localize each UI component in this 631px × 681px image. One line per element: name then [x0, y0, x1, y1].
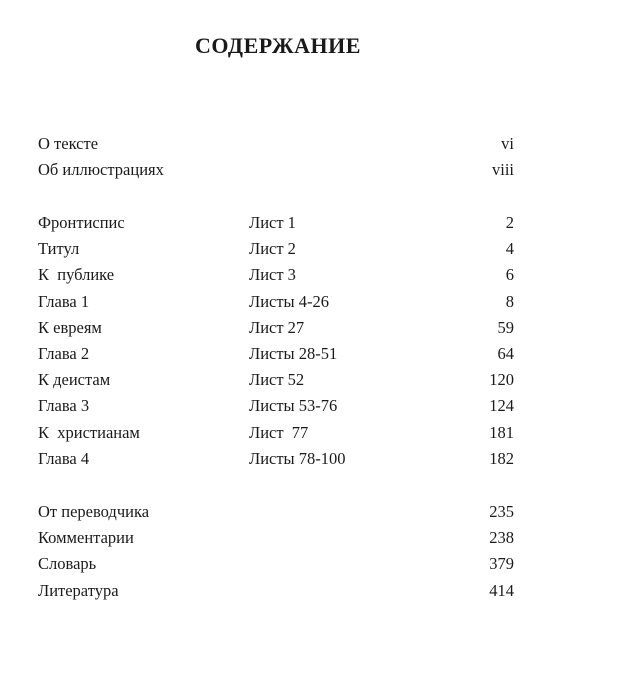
toc-entry[interactable]	[38, 341, 514, 367]
back-matter-section	[38, 499, 514, 604]
toc-entry-sheet: Лист 3	[249, 265, 296, 285]
toc-entry-page: 64	[497, 343, 514, 363]
toc-entry-page: 182	[489, 448, 514, 468]
toc-entry-label: О тексте	[38, 134, 99, 153]
toc-entry-page: 120	[489, 370, 514, 390]
toc-entry[interactable]	[38, 393, 514, 419]
toc-entry-label: Глава 1	[38, 291, 90, 311]
toc-entry[interactable]	[38, 315, 514, 341]
toc-entry-page: 414	[489, 580, 514, 600]
toc-entry-page: viii	[491, 160, 514, 180]
toc-entry[interactable]	[38, 525, 514, 551]
toc-entry-sheet: Листы 53-76	[249, 396, 338, 416]
toc-entry[interactable]	[38, 210, 514, 236]
toc-entry-label: К деистам	[38, 370, 111, 390]
page-title: СОДЕРЖАНИЕ	[195, 33, 361, 58]
toc-entry-page: 124	[489, 396, 514, 416]
toc-entry[interactable]	[38, 420, 514, 446]
toc-entry-label: Глава 2	[38, 343, 90, 363]
toc-entry-label: Глава 3	[38, 396, 90, 416]
toc-entry[interactable]	[38, 499, 514, 525]
toc-entry-page: 2	[505, 213, 514, 232]
toc-entry[interactable]	[38, 578, 514, 604]
main-section	[38, 210, 514, 472]
toc-entry-label: К христианам	[38, 422, 140, 442]
toc-entry[interactable]	[38, 157, 514, 183]
toc-entry-sheet: Лист 2	[249, 239, 296, 259]
toc-entry-label: Литература	[38, 580, 119, 600]
toc-entry-page: 181	[489, 422, 514, 442]
toc-entry-page: vi	[501, 134, 514, 153]
toc-entry-sheet: Лист 1	[249, 213, 296, 232]
toc-entry-label: Об иллюстрациях	[38, 160, 164, 180]
toc-entry-sheet: Листы 4-26	[249, 291, 330, 311]
toc-entry[interactable]	[38, 551, 514, 577]
toc-entry-page: 235	[489, 502, 514, 521]
toc-entry-sheet: Листы 78-100	[249, 448, 346, 468]
toc-entry[interactable]	[38, 131, 514, 157]
toc-entry-page: 379	[489, 554, 514, 574]
toc-entry[interactable]	[38, 367, 514, 393]
toc-entry-sheet: Листы 28-51	[249, 343, 338, 363]
toc-entry-label: К публике	[38, 265, 115, 285]
toc-entry-label: От переводчика	[38, 502, 150, 521]
toc-entry-page: 238	[489, 528, 514, 548]
toc-entry-label: Глава 4	[38, 448, 90, 468]
toc-entry-label: Титул	[38, 239, 80, 259]
front-matter-section	[38, 131, 514, 183]
toc-entry-sheet: Лист 77	[249, 422, 309, 442]
toc-entry-sheet: Лист 52	[249, 370, 305, 390]
toc-entry-label: Фронтиспис	[38, 213, 125, 232]
toc-entry-label: Комментарии	[38, 528, 134, 548]
toc-entry-label: К евреям	[38, 317, 102, 337]
toc-entry-sheet: Лист 27	[249, 317, 305, 337]
toc-entry-page: 6	[505, 265, 514, 285]
toc-entry[interactable]	[38, 262, 514, 288]
toc-entry[interactable]	[38, 236, 514, 262]
toc-entry-page: 8	[505, 291, 514, 311]
toc-entry-page: 59	[497, 317, 514, 337]
toc-entry[interactable]	[38, 446, 514, 472]
toc-entry-page: 4	[505, 239, 514, 259]
toc-entry-label: Словарь	[38, 554, 97, 574]
toc-entry[interactable]	[38, 289, 514, 315]
